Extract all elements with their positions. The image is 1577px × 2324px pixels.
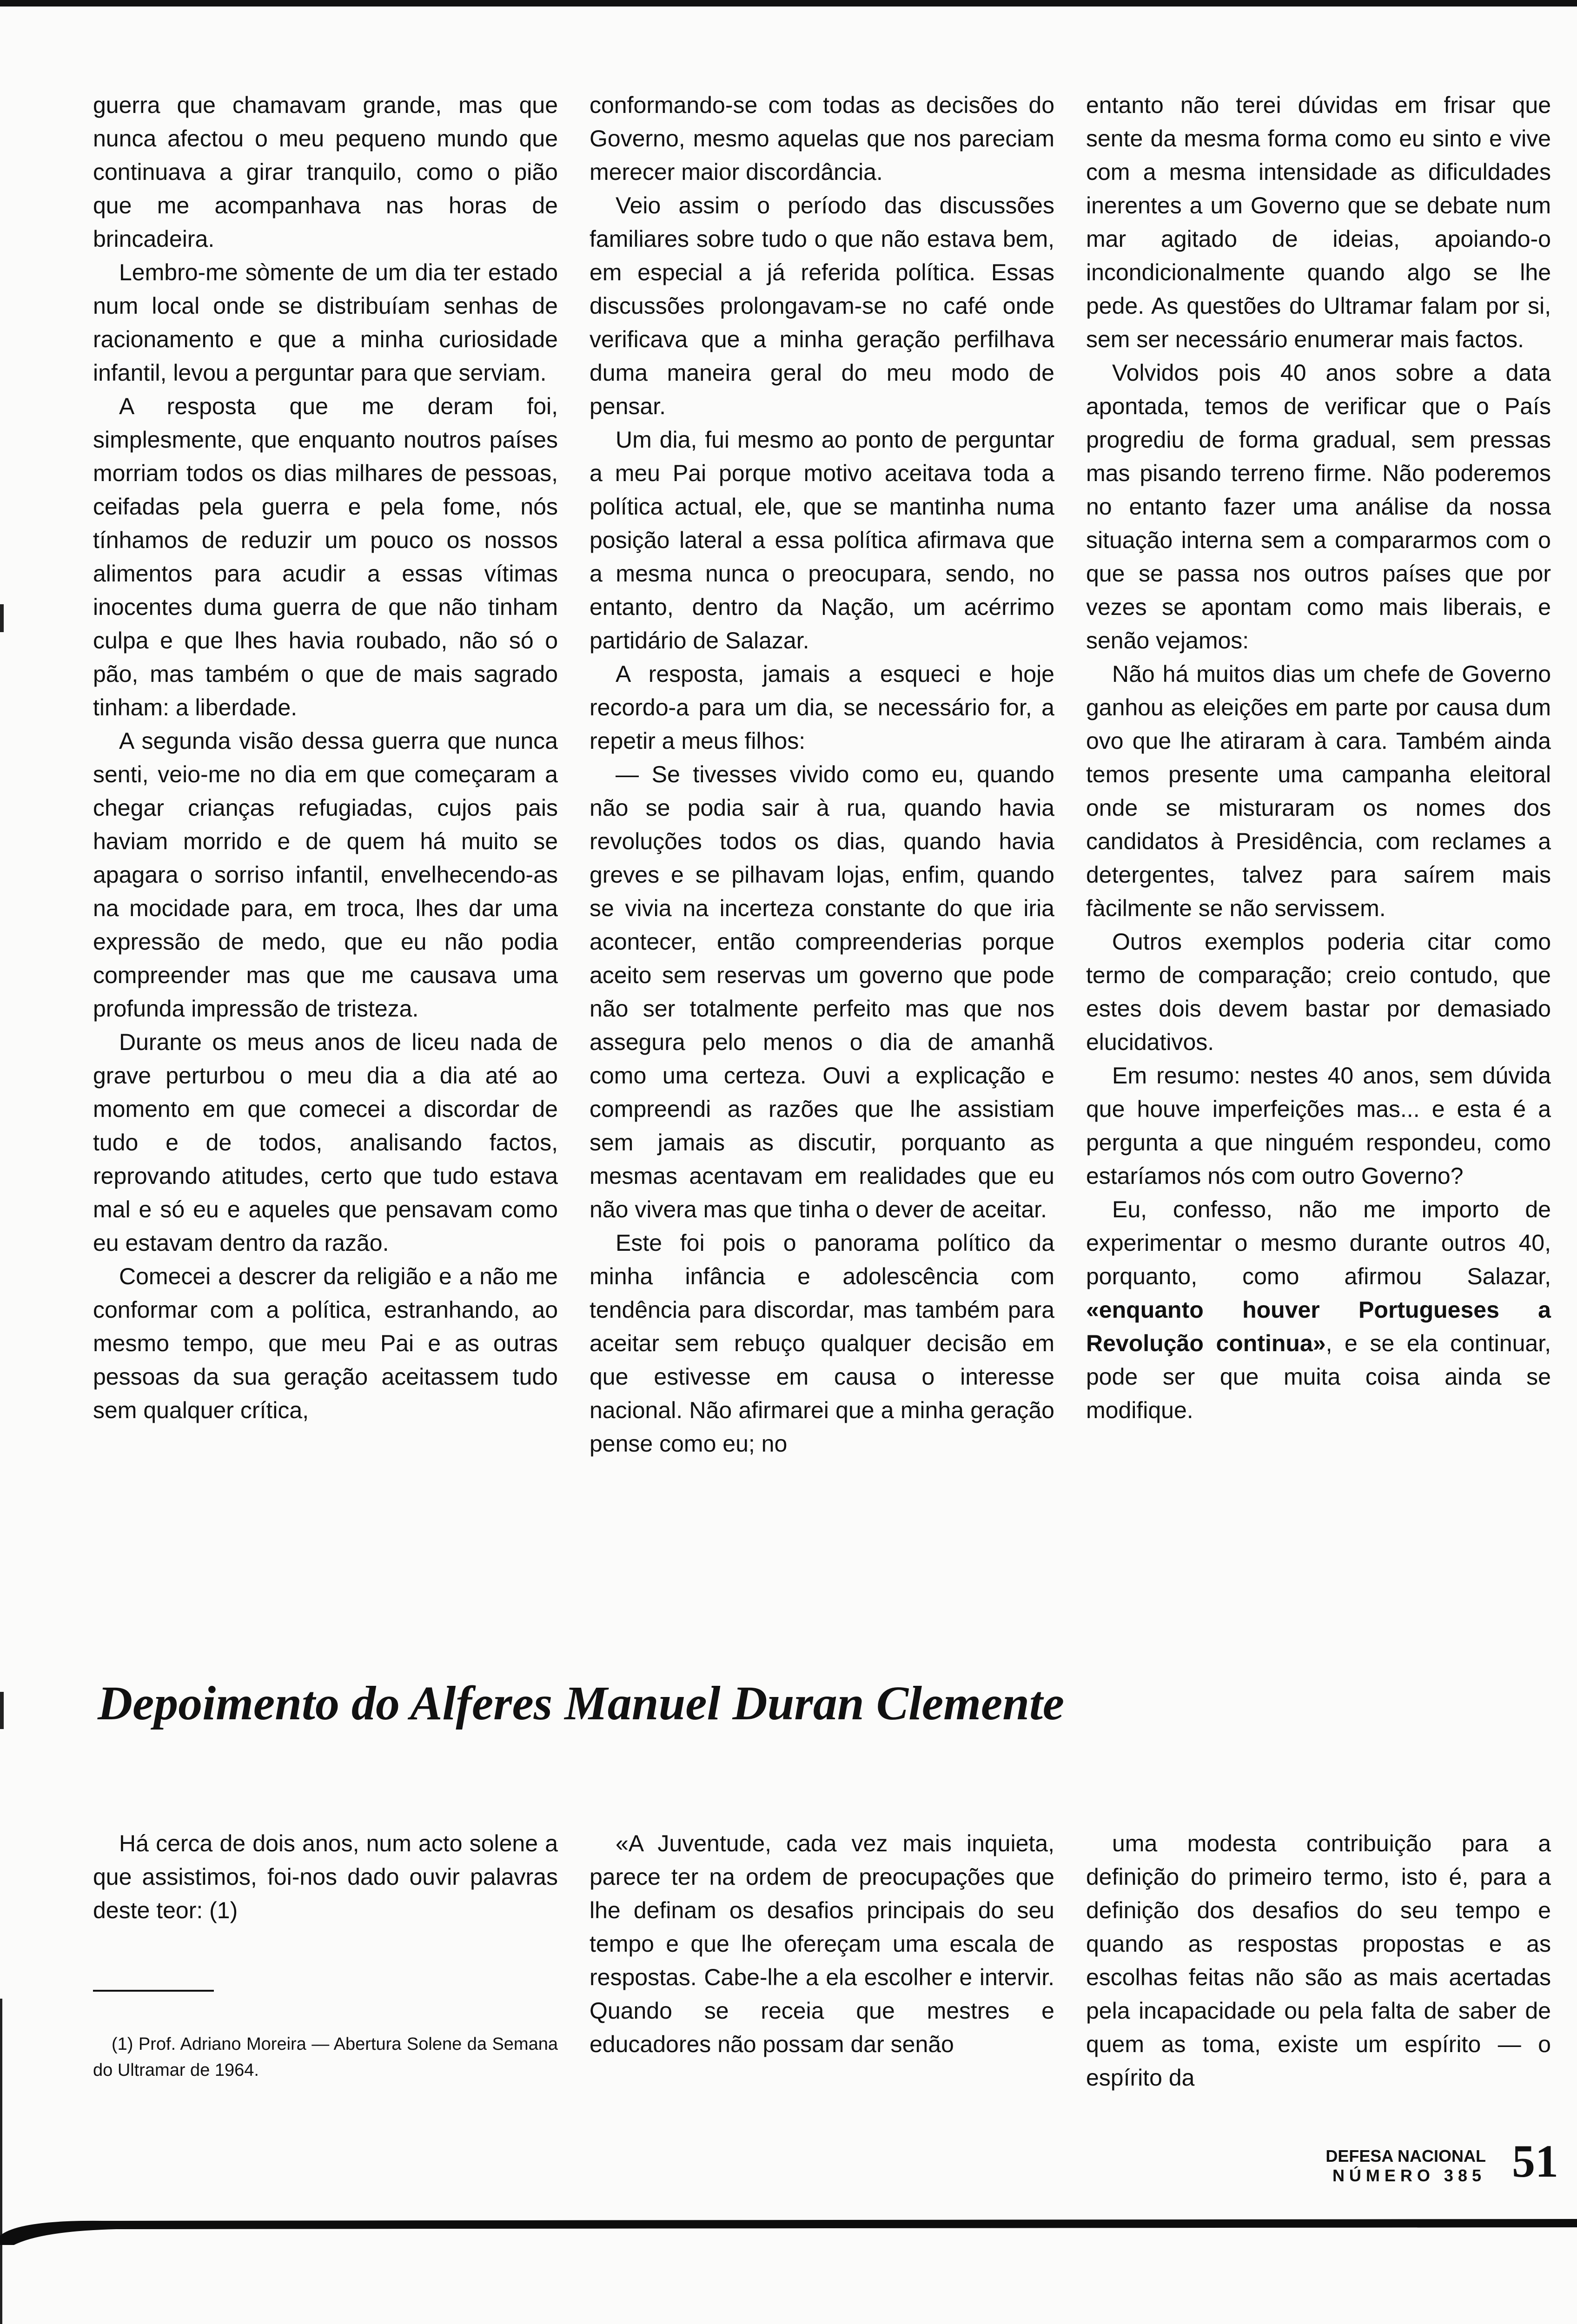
salazar-quote: «enquanto houver Portugueses a Revolução continua» <box>1086 1297 1551 1356</box>
top-border-line <box>0 0 1577 7</box>
article-column-3 <box>1086 88 1551 1427</box>
footnote-rule <box>93 1990 214 1992</box>
text-run: , e se ela continuar, pode ser que muita coisa ainda se modifique. <box>1086 1330 1551 1423</box>
paragraph: conformando-se com todas as decisões do Governo, mesmo aquelas que nos pareciam merecer maior discordância. <box>590 92 1054 185</box>
paragraph: Em resumo: nestes 40 anos, sem dúvida que houve imperfeições mas... e esta é a pergunta a que ninguém respondeu, como estaríamos nós com outro Governo? <box>1086 1063 1551 1189</box>
paragraph: Outros exemplos poderia citar como termo de comparação; creio contudo, que estes dois devem bastar por demasiado elucidativos. <box>1086 929 1551 1055</box>
paragraph: «A Juventude, cada vez mais inquieta, parece ter na ordem de preocupações que lhe definam os desafios principais do seu tempo e que lhe ofereçam uma escala de respostas. Cabe-lhe a ela escolher e intervir. Quando se receia que mestres e educadores não possam dar senão <box>590 1830 1054 2057</box>
paragraph: Este foi pois o panorama político da minha infância e adolescência com tendência para discordar, mas também para aceitar sem rebuço qualquer decisão em que estivesse em causa o interesse nacional. Não afirmarei que a minha geração pense como eu; no <box>590 1230 1054 1457</box>
issue-number: NÚMERO 385 <box>1332 2166 1486 2185</box>
paragraph: Volvidos pois 40 anos sobre a data apontada, temos de verificar que o País progrediu de forma gradual, sem pressas mas pisando terreno firme. Não poderemos no entanto fazer uma análise da nossa situação interna sem a compararmos com o que se passa nos outros países que por vezes se apontam como mais liberais, e senão vejamos: <box>1086 360 1551 654</box>
journal-footer <box>1309 2146 1486 2185</box>
paragraph: — Se tivesses vivido como eu, quando não se podia sair à rua, quando havia revoluções todos os dias, quando havia greves e se pilhavam lojas, enfim, quando se vivia na incerteza constante do que iria acontecer, então compreenderias porque aceito sem reservas um governo que pode não ser totalmente perfeito mas que nos assegura pelo menos o dia de amanhã como uma certeza. Ouvi a explicação e compreendi as razões que lhe assistiam sem jamais as discutir, porquanto as mesmas acentavam em realidades que eu não vivera mas que tinha o dever de aceitar. <box>590 761 1054 1222</box>
footnote: (1) Prof. Adriano Moreira — Abertura Solene da Semana do Ultramar de 1964. <box>93 2034 558 2080</box>
paragraph: Veio assim o período das discussões familiares sobre tudo o que não estava bem, em especial a já referida política. Essas discussões prolongavam-se no café onde verificava que a minha geração perfilhava duma maneira geral do meu modo de pensar. <box>590 192 1054 419</box>
bottom-column-1 <box>93 1827 558 1927</box>
bottom-rule-bar <box>0 2217 1577 2245</box>
paragraph <box>1086 1193 1551 1427</box>
paragraph: Durante os meus anos de liceu nada de grave perturbou o meu dia a dia até ao momento em que comecei a discordar de tudo e de todos, analisando factos, reprovando atitudes, certo que tudo estava mal e só eu e aqueles que pensavam como eu estavam dentro da razão. <box>93 1029 558 1256</box>
paragraph: entanto não terei dúvidas em frisar que sente da mesma forma como eu sinto e vive com a mesma intensidade as dificuldades inerentes a um Governo que se debate num mar agitado de ideias, apoiando-o incondicionalmente quando algo se lhe pede. As questões do Ultramar falam por si, sem ser necessário enumerar mais factos. <box>1086 92 1551 352</box>
paragraph: guerra que chamavam grande, mas que nunca afectou o meu pequeno mundo que continuava a girar tranquilo, como o pião que me acompanhava nas horas de brincadeira. <box>93 92 558 252</box>
article-column-1 <box>93 88 558 1427</box>
scan-edge-mark <box>0 1692 4 1729</box>
bottom-column-3 <box>1086 1827 1551 2094</box>
article-column-2 <box>590 88 1054 1460</box>
paragraph: uma modesta contribuição para a definição do primeiro termo, isto é, para a definição dos desafios do seu tempo e quando as respostas propostas e as escolhas feitas não são as mais acertadas pela incapacidade ou pela falta de saber de quem as toma, existe um espírito — o espírito da <box>1086 1830 1551 2091</box>
scan-edge-mark <box>0 1999 2 2324</box>
journal-name: DEFESA NACIONAL <box>1325 2146 1486 2166</box>
paragraph: Comecei a descrer da religião e a não me conformar com a política, estranhando, ao mesmo tempo, que meu Pai e as outras pessoas da sua geração aceitassem tudo sem qualquer crítica, <box>93 1263 558 1423</box>
paragraph: A resposta, jamais a esqueci e hoje recordo-a para um dia, se necessário for, a repetir a meus filhos: <box>590 661 1054 754</box>
paragraph: Não há muitos dias um chefe de Governo ganhou as eleições em parte por causa dum ovo que lhe atiraram à cara. Também ainda temos presente uma campanha eleitoral onde se misturaram os nomes dos candidatos à Presidência, com reclames a detergentes, talvez para saírem mais fàcilmente se não servissem. <box>1086 661 1551 921</box>
text-run: Eu, confesso, não me importo de experimentar o mesmo durante outros 40, porquanto, como afirmou Salazar, <box>1086 1196 1551 1289</box>
paragraph: A resposta que me deram foi, simplesmente, que enquanto noutros países morriam todos os dias milhares de pessoas, ceifadas pela guerra e pela fome, nós tínhamos de reduzir um pouco os nossos alimentos para acudir a essas vítimas inocentes duma guerra de que não tinham culpa e que lhes havia roubado, não só o pão, mas também o que de mais sagrado tinham: a liberdade. <box>93 393 558 720</box>
bottom-column-2 <box>590 1827 1054 2061</box>
page-number: 51 <box>1512 2135 1558 2187</box>
section-title: Depoimento do Alferes Manuel Duran Clemente <box>98 1677 1065 1730</box>
paragraph: A segunda visão dessa guerra que nunca senti, veio-me no dia em que começaram a chegar crianças refugiadas, cujos pais haviam morrido e de quem há muito se apagara o sorriso infantil, envelhecendo-as na mocidade para, em troca, lhes dar uma expressão de medo, que eu não podia compreender mas que me causava uma profunda impressão de tristeza. <box>93 728 558 1022</box>
scan-edge-mark <box>0 604 4 632</box>
paragraph: Lembro-me sòmente de um dia ter estado num local onde se distribuíam senhas de racionamento e que a minha curiosidade infantil, levou a perguntar para que serviam. <box>93 259 558 386</box>
paragraph: Há cerca de dois anos, num acto solene a que assistimos, foi-nos dado ouvir palavras deste teor: (1) <box>93 1830 558 1923</box>
paragraph: Um dia, fui mesmo ao ponto de perguntar a meu Pai porque motivo aceitava toda a política actual, ele, que se mantinha numa posição lateral a essa política afirmava que a mesma nunca o preocupara, sendo, no entanto, dentro da Nação, um acérrimo partidário de Salazar. <box>590 427 1054 654</box>
